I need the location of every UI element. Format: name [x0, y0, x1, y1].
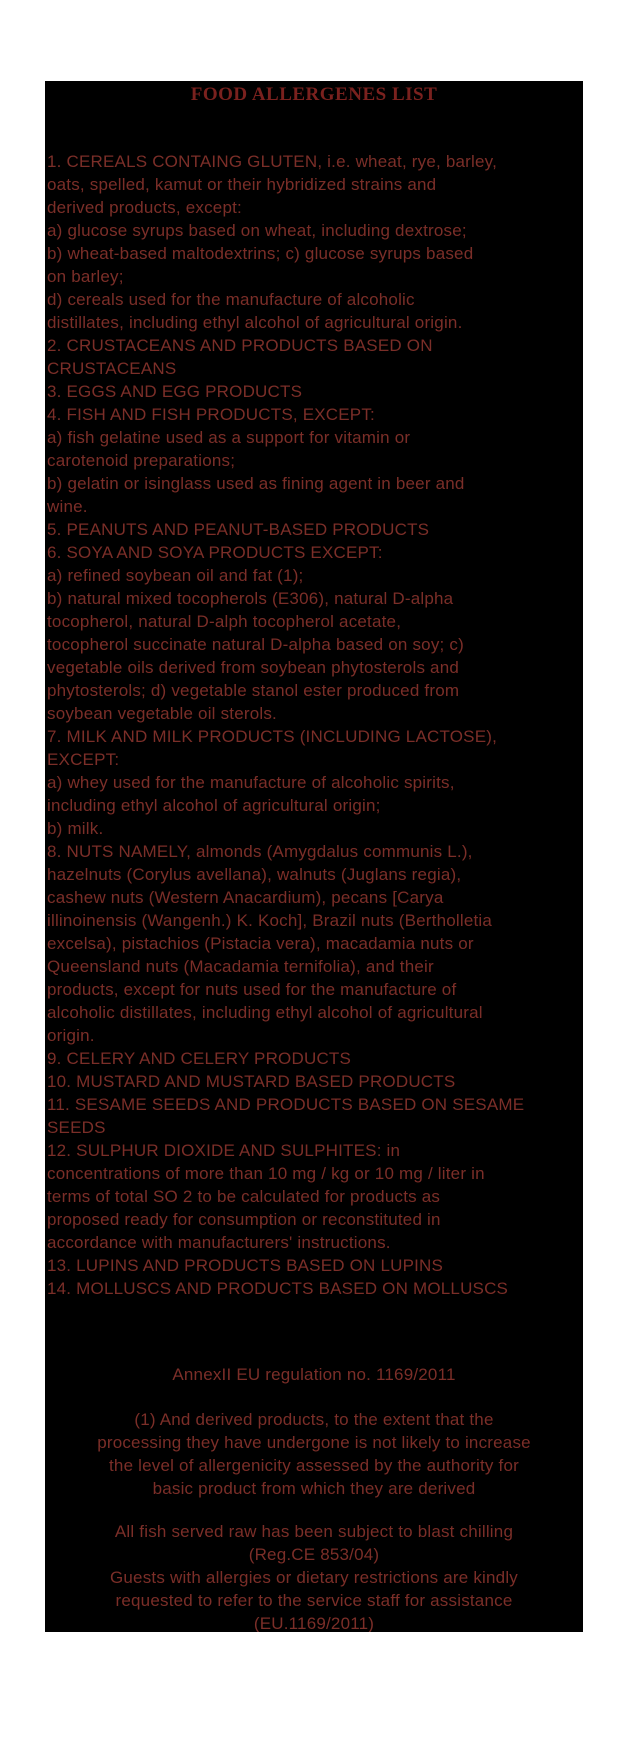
allergen-line: 10. MUSTARD AND MUSTARD BASED PRODUCTS — [47, 1072, 456, 1091]
allergen-line: 3. EGGS AND EGG PRODUCTS — [47, 382, 303, 401]
allergen-line: phytosterols; d) vegetable stanol ester produced from — [47, 681, 460, 700]
footer-line: All fish served raw has been subject to blast chilling — [114, 1522, 514, 1541]
allergen-line: 11. SESAME SEEDS AND PRODUCTS BASED ON SESAME — [47, 1095, 525, 1114]
footer-line: requested to refer to the service staff for assistance — [115, 1591, 513, 1610]
footer-line: (Reg.CE 853/04) — [248, 1545, 380, 1564]
allergen-line: 14. MOLLUSCS AND PRODUCTS BASED ON MOLLUSCS — [47, 1279, 509, 1298]
allergen-line: a) whey used for the manufacture of alcoholic spirits, — [47, 773, 455, 792]
allergen-line: wine. — [47, 497, 88, 516]
allergen-line: oats, spelled, kamut or their hybridized strains and — [47, 175, 437, 194]
allergen-line: on barley; — [47, 267, 124, 286]
allergen-line: carotenoid preparations; — [47, 451, 236, 470]
allergen-line: a) glucose syrups based on wheat, including dextrose; — [47, 221, 467, 240]
allergen-line: b) wheat-based maltodextrins; c) glucose syrups based — [47, 244, 474, 263]
allergen-line: hazelnuts (Corylus avellana), walnuts (Juglans regia), — [47, 865, 462, 884]
allergen-line: concentrations of more than 10 mg / kg or 10 mg / liter in — [47, 1164, 485, 1183]
allergen-line: 6. SOYA AND SOYA PRODUCTS EXCEPT: — [47, 543, 383, 562]
allergen-list — [47, 150, 581, 1300]
allergen-line: 13. LUPINS AND PRODUCTS BASED ON LUPINS — [47, 1256, 444, 1275]
allergen-line: 8. NUTS NAMELY, almonds (Amygdalus communis L.), — [47, 842, 473, 861]
allergen-line: EXCEPT: — [47, 750, 120, 769]
allergen-line: CRUSTACEANS — [47, 359, 177, 378]
allergen-line: Queensland nuts (Macadamia ternifolia), and their — [47, 957, 434, 976]
allergen-line: illinoinensis (Wangenh.) K. Koch], Brazil nuts (Bertholletia — [47, 911, 493, 930]
footnote-line: basic product from which they are derived — [152, 1479, 476, 1498]
allergen-line: 12. SULPHUR DIOXIDE AND SULPHITES: in — [47, 1141, 401, 1160]
allergen-line: a) fish gelatine used as a support for vitamin or — [47, 428, 411, 447]
allergen-line: tocopherol, natural D-alph tocopherol acetate, — [47, 612, 402, 631]
allergen-line: alcoholic distillates, including ethyl alcohol of agricultural — [47, 1003, 483, 1022]
allergen-line: 7. MILK AND MILK PRODUCTS (INCLUDING LACTOSE), — [47, 727, 498, 746]
footnote-line: the level of allergenicity assessed by the authority for — [109, 1456, 519, 1475]
allergen-line: b) natural mixed tocopherols (E306), natural D-alpha — [47, 589, 454, 608]
annex-regulation-note: AnnexII EU regulation no. 1169/2011 — [172, 1365, 456, 1384]
allergen-line: b) gelatin or isinglass used as fining agent in beer and — [47, 474, 465, 493]
allergen-line: 5. PEANUTS AND PEANUT-BASED PRODUCTS — [47, 520, 430, 539]
allergen-line: including ethyl alcohol of agricultural origin; — [47, 796, 381, 815]
allergen-line: proposed ready for consumption or reconstituted in — [47, 1210, 441, 1229]
footnote-line: processing they have undergone is not likely to increase — [97, 1433, 531, 1452]
footnote-derived-products — [47, 1408, 581, 1500]
allergen-line: distillates, including ethyl alcohol of agricultural origin. — [47, 313, 463, 332]
allergen-line: d) cereals used for the manufacture of alcoholic — [47, 290, 415, 309]
footnote-line: (1) And derived products, to the extent that the — [134, 1410, 494, 1429]
allergen-panel — [45, 81, 583, 1632]
allergen-line: accordance with manufacturers' instructions. — [47, 1233, 391, 1252]
allergen-line: cashew nuts (Western Anacardium), pecans [Carya — [47, 888, 444, 907]
footer-line: Guests with allergies or dietary restrictions are kindly — [109, 1568, 519, 1587]
allergen-line: tocopherol succinate natural D-alpha based on soy; c) — [47, 635, 464, 654]
allergen-line: b) milk. — [47, 819, 104, 838]
allergen-line: SEEDS — [47, 1118, 106, 1137]
allergen-line: derived products, except: — [47, 198, 242, 217]
allergen-line: soybean vegetable oil sterols. — [47, 704, 277, 723]
footer-line: (EU.1169/2011) — [253, 1614, 375, 1632]
allergen-line: 2. CRUSTACEANS AND PRODUCTS BASED ON — [47, 336, 433, 355]
footer-notes — [47, 1520, 581, 1632]
allergen-line: vegetable oils derived from soybean phytosterols and — [47, 658, 460, 677]
allergen-line: 1. CEREALS CONTAING GLUTEN, i.e. wheat, rye, barley, — [47, 152, 498, 171]
page-title: FOOD ALLERGENES LIST — [190, 84, 438, 105]
allergen-line: 4. FISH AND FISH PRODUCTS, EXCEPT: — [47, 405, 375, 424]
allergen-line: excelsa), pistachios (Pistacia vera), macadamia nuts or — [47, 934, 474, 953]
allergen-line: products, except for nuts used for the manufacture of — [47, 980, 457, 999]
allergen-line: origin. — [47, 1026, 95, 1045]
allergen-line: terms of total SO 2 to be calculated for products as — [47, 1187, 441, 1206]
allergen-line: a) refined soybean oil and fat (1); — [47, 566, 304, 585]
allergen-line: 9. CELERY AND CELERY PRODUCTS — [47, 1049, 352, 1068]
